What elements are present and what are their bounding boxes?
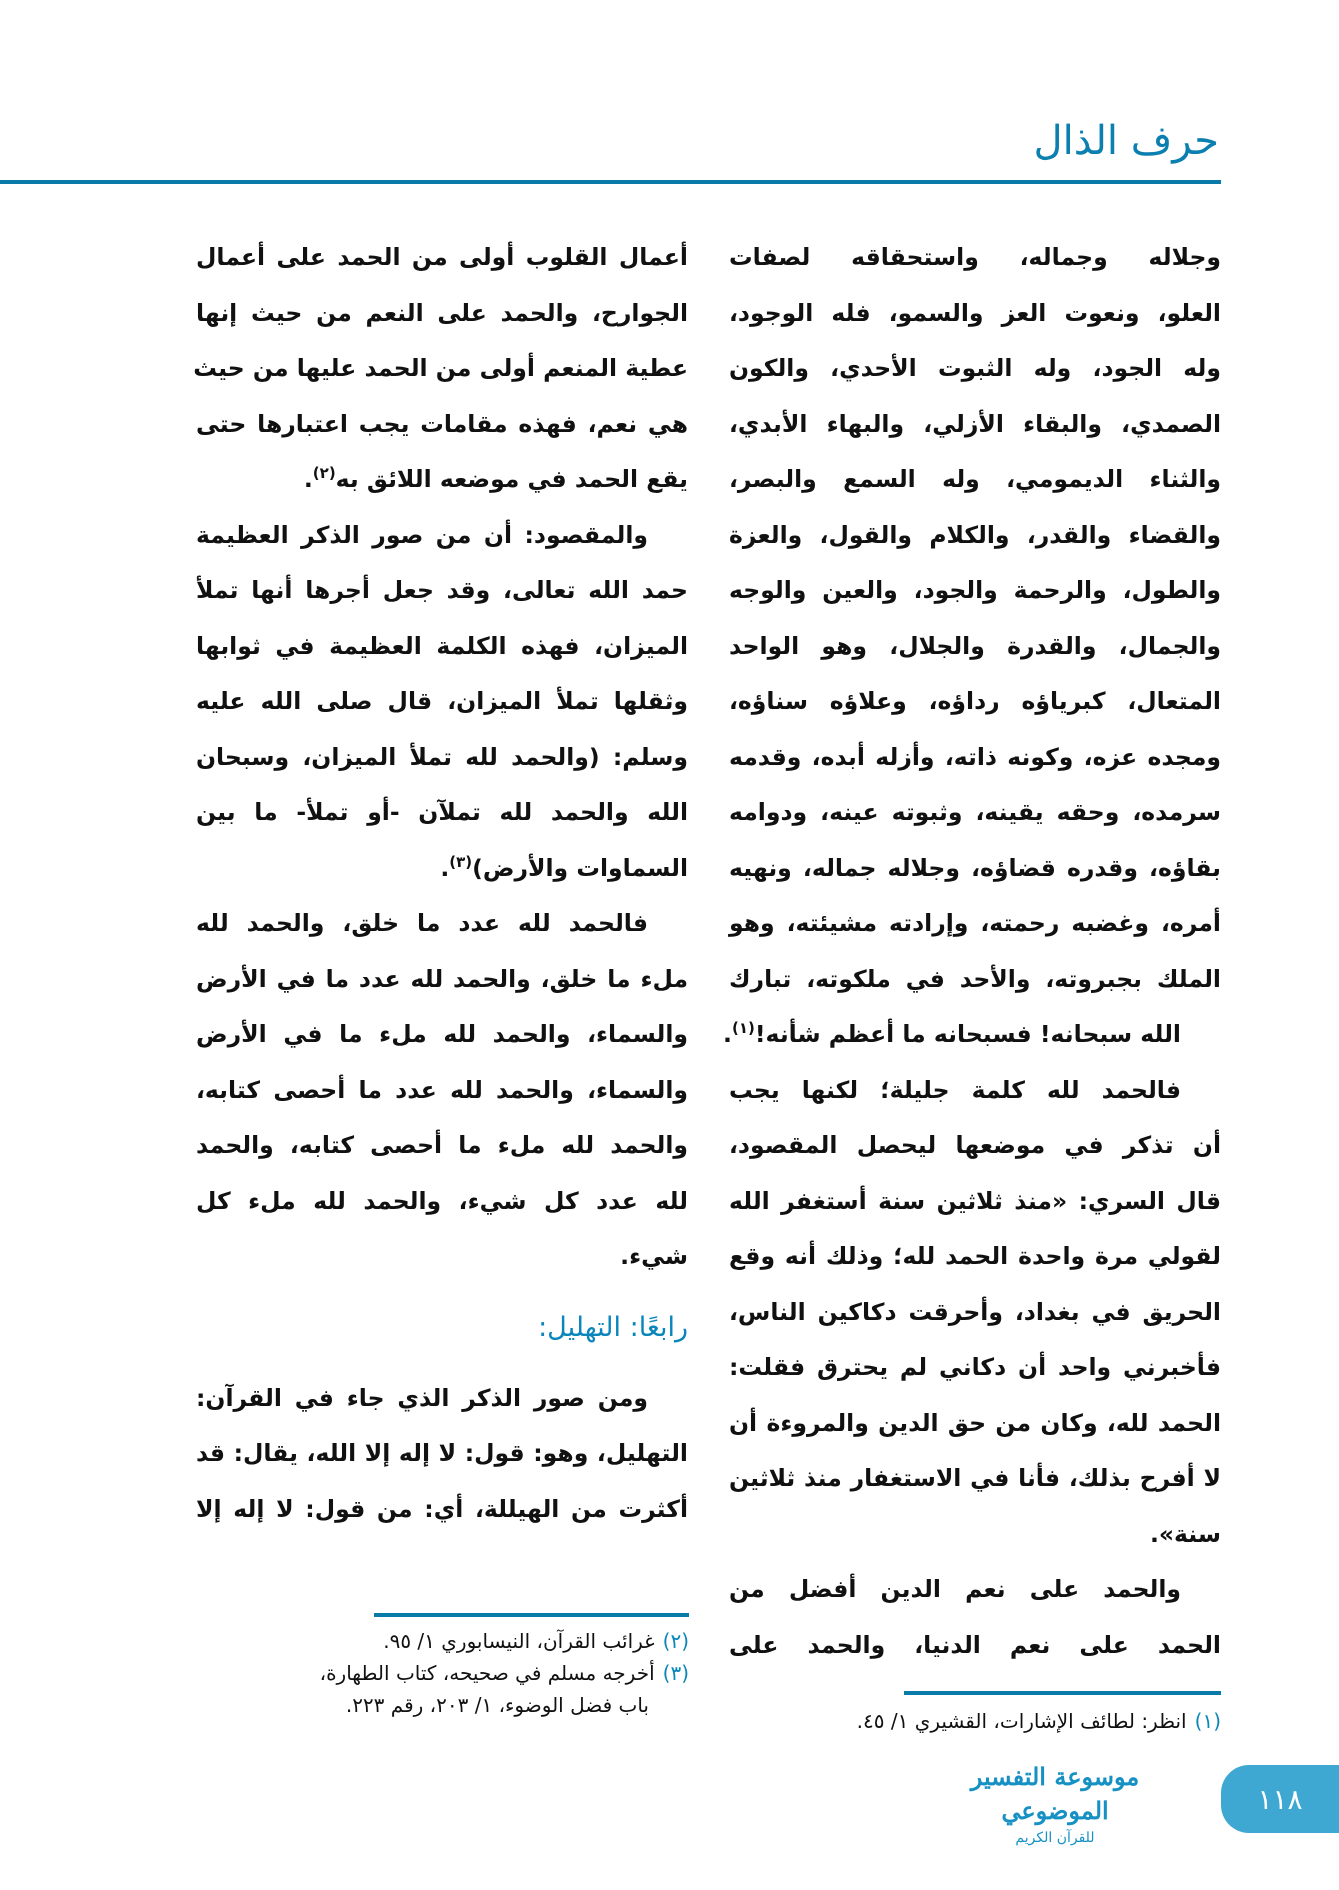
footnote bbox=[229, 1657, 689, 1689]
text-line: وله الجود، وله الثبوت الأحدي، والكون bbox=[729, 354, 1221, 382]
text-segment: . bbox=[723, 1020, 732, 1048]
text-line: والطول، والرحمة والجود، والعين والوجه bbox=[729, 576, 1221, 604]
text-line: والثناء الديمومي، وله السمع والبصر، bbox=[729, 465, 1221, 493]
text-line: والحمد على نعم الدين أفضل من bbox=[729, 1575, 1181, 1603]
footnote-text: غرائب القرآن، النيسابوري ١/ ٩٥. bbox=[383, 1629, 655, 1653]
footnote-text: أخرجه مسلم في صحيحه، كتاب الطهارة، bbox=[319, 1661, 655, 1685]
text-line bbox=[196, 452, 688, 508]
text-line: حمد الله تعالى، وقد جعل أجرها أنها تملأ bbox=[196, 576, 688, 604]
text-line: ومجده عزه، وكونه ذاته، وأزله أبده، وقدمه bbox=[729, 742, 1221, 771]
text-segment: . bbox=[303, 465, 313, 493]
hadith-line: وسلم: (والحمد لله تملأ الميزان، وسبحان bbox=[196, 742, 688, 771]
text-line: الحريق في بغداد، وأحرقت دكاكين الناس، bbox=[729, 1297, 1221, 1326]
footnote-divider bbox=[904, 1691, 1221, 1695]
text-line: لله عدد كل شيء، والحمد لله ملء كل bbox=[196, 1186, 688, 1215]
footnote bbox=[229, 1625, 689, 1657]
text-line: الملك بجبروته، والأحد في ملكوته، تبارك bbox=[729, 964, 1221, 993]
text-line: ومن صور الذكر الذي جاء في القرآن: bbox=[196, 1383, 648, 1412]
chapter-title: حرف الذال bbox=[1033, 118, 1219, 164]
text-line: أعمال القلوب أولى من الحمد على أعمال bbox=[196, 243, 688, 271]
footnote-divider bbox=[374, 1613, 689, 1617]
text-line: قال السري: «منذ ثلاثين سنة أستغفر الله bbox=[729, 1186, 1221, 1215]
text-line: والسماء، والحمد لله ملء ما في الأرض bbox=[196, 1020, 688, 1048]
footnote-continuation: باب فضل الوضوء، ١/ ٢٠٣، رقم ٢٢٣. bbox=[345, 1693, 649, 1717]
text-line: الحمد لله، وكان من حق الدين والمروءة أن bbox=[729, 1408, 1221, 1437]
text-segment: الله سبحانه! فسبحانه ما أعظم شأنه! bbox=[754, 1020, 1181, 1048]
text-line: الميزان، فهذه الكلمة العظيمة في ثوابها bbox=[196, 631, 688, 660]
text-line: فأخبرني واحد أن دكاني لم يحترق فقلت: bbox=[729, 1353, 1221, 1381]
footnote-number: (٢) bbox=[662, 1629, 689, 1653]
text-line: الجوارح، والحمد على النعم من حيث إنها bbox=[196, 298, 688, 327]
section-heading: رابعًا: التهليل: bbox=[538, 1311, 688, 1343]
text-line: العلو، ونعوت العز والسمو، فله الوجود، bbox=[729, 298, 1221, 327]
logo-subtitle: للقرآن الكريم bbox=[1015, 1830, 1095, 1846]
footnote-number: (٣) bbox=[662, 1661, 689, 1685]
footnote-number: (١) bbox=[1194, 1709, 1221, 1733]
right-column bbox=[723, 230, 1221, 1673]
text-line: لا أفرح بذلك، فأنا في الاستغفار منذ ثلاثين bbox=[729, 1464, 1221, 1492]
footnote bbox=[761, 1705, 1221, 1737]
text-line: والحمد لله ملء ما أحصى كتابه، والحمد bbox=[196, 1131, 688, 1159]
header-divider bbox=[0, 180, 1221, 184]
text-segment: السماوات والأرض) bbox=[472, 853, 688, 882]
hadith-line bbox=[196, 841, 688, 897]
text-line: الحمد على نعم الدنيا، والحمد على bbox=[729, 1630, 1221, 1659]
text-line: فالحمد لله عدد ما خلق، والحمد لله bbox=[196, 909, 648, 937]
footnotes-right bbox=[761, 1705, 1221, 1737]
hadith-line: الله والحمد لله تملآن -أو تملأ- ما بين bbox=[196, 798, 688, 826]
text-line: المتعال، كبرياؤه رداؤه، وعلاؤه سناؤه، bbox=[729, 687, 1221, 715]
text-line: الصمدي، والبقاء الأزلي، والبهاء الأبدي، bbox=[729, 409, 1221, 438]
text-segment: يقع الحمد في موضعه اللائق به bbox=[335, 465, 688, 493]
text-line: لقولي مرة واحدة الحمد لله؛ وذلك أنه وقع bbox=[729, 1242, 1221, 1270]
logo-title: موسوعة التفسير الموضوعي bbox=[970, 1762, 1140, 1825]
text-line: والجمال، والقدرة والجلال، وهو الواحد bbox=[729, 631, 1221, 660]
text-line: أمره، وغضبه رحمته، وإرادته مشيئته، وهو bbox=[729, 909, 1221, 937]
encyclopedia-logo bbox=[930, 1760, 1180, 1848]
page-number: ١١٨ bbox=[1221, 1765, 1339, 1833]
footnote-ref[interactable]: (١) bbox=[731, 1019, 755, 1038]
text-segment: . bbox=[440, 853, 450, 882]
text-line: أكثرت من الهيللة، أي: من قول: لا إله إلا bbox=[196, 1494, 688, 1523]
text-line: هي نعم، فهذه مقامات يجب اعتبارها حتى bbox=[196, 409, 688, 438]
footnotes-left bbox=[229, 1625, 689, 1721]
text-line: وثقلها تملأ الميزان، قال صلى الله عليه bbox=[196, 687, 688, 715]
footnote-ref[interactable]: (٢) bbox=[312, 464, 336, 483]
text-line bbox=[723, 1007, 1221, 1063]
footnote-ref[interactable]: (٣) bbox=[449, 852, 473, 871]
left-column bbox=[193, 230, 688, 1537]
text-line: أن تذكر في موضعها ليحصل المقصود، bbox=[729, 1131, 1221, 1159]
text-line: التهليل، وهو: قول: لا إله إلا الله، يقال: قد bbox=[196, 1439, 688, 1467]
text-line: سنة». bbox=[1149, 1519, 1221, 1548]
text-line: وجلاله وجماله، واستحقاقه لصفات bbox=[729, 243, 1221, 271]
text-line: عطية المنعم أولى من الحمد عليها من حيث bbox=[193, 354, 688, 382]
text-line: بقاؤه، وقدره قضاؤه، وجلاله جماله، ونهيه bbox=[729, 853, 1221, 882]
text-line: فالحمد لله كلمة جليلة؛ لكنها يجب bbox=[729, 1075, 1181, 1104]
footnote-text: انظر: لطائف الإشارات، القشيري ١/ ٤٥. bbox=[856, 1709, 1187, 1733]
text-line: شيء. bbox=[620, 1242, 688, 1270]
text-line: والسماء، والحمد لله عدد ما أحصى كتابه، bbox=[196, 1075, 688, 1104]
text-line: ملء ما خلق، والحمد لله عدد ما في الأرض bbox=[196, 964, 688, 993]
text-line: سرمده، وحقه يقينه، وثبوته عينه، ودوامه bbox=[729, 798, 1221, 826]
text-line: والقضاء والقدر، والكلام والقول، والعزة bbox=[729, 520, 1221, 549]
text-line: والمقصود: أن من صور الذكر العظيمة bbox=[196, 520, 648, 549]
